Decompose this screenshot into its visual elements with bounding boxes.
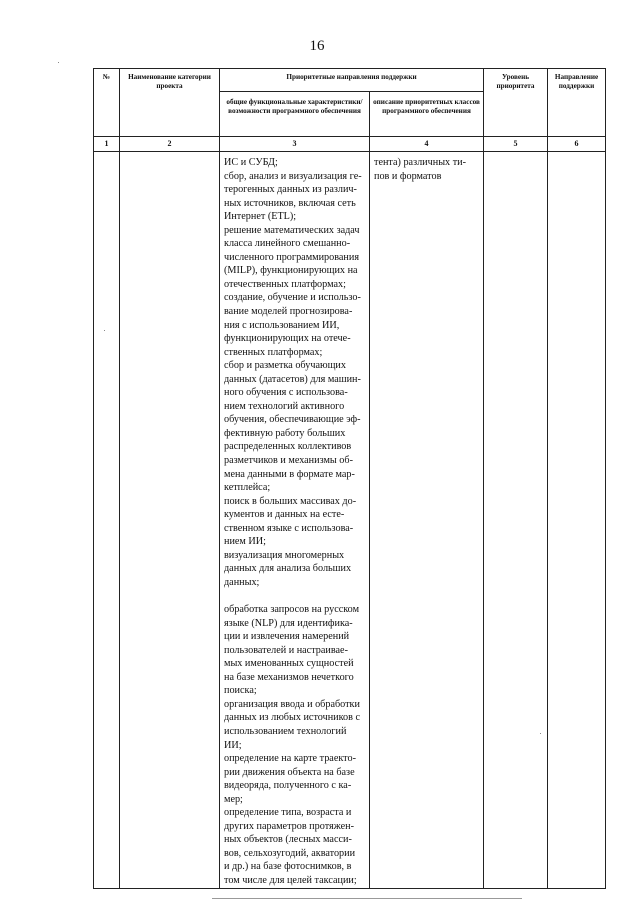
header-priority-level: Уровень приоритета	[484, 69, 548, 137]
col3-line: ИС и СУБД;	[224, 157, 278, 168]
col3-line: ственных платформах;	[224, 346, 323, 358]
scan-speck	[104, 330, 105, 331]
col3-line: функционирующих на отече-	[224, 333, 351, 345]
column-number-1: 1	[94, 137, 120, 152]
header-number: №	[94, 69, 120, 137]
functional-characteristics-text	[220, 152, 369, 888]
col3-line: ственном языке с использова-	[224, 522, 354, 534]
col3-line: языке (NLP) для идентифика-	[224, 617, 353, 629]
col3-line: ции и извлечения намерений	[224, 631, 350, 643]
col3-line: ных источников, включая сеть	[224, 197, 356, 209]
col3-line: данных из любых источников с	[224, 712, 361, 724]
col4-line: пов и форматов	[374, 170, 442, 182]
col3-line: мена данными в формате мар-	[224, 468, 355, 480]
col3-line: ИИ;	[224, 739, 242, 751]
col3-line: обработка запросов на русском	[224, 604, 360, 616]
cell-software-classes	[370, 152, 484, 889]
col3-line: разметчиков и механизмы об-	[224, 455, 353, 467]
col3-line: ного обучения с использова-	[224, 387, 348, 399]
column-number-2: 2	[120, 137, 220, 152]
cell-priority-level	[484, 152, 548, 889]
column-number-3: 3	[220, 137, 370, 152]
col3-line: мер;	[224, 793, 243, 805]
col3-line: вов, сельхозугодий, акватории	[224, 847, 356, 859]
col3-line: численного программирования	[224, 251, 360, 263]
col3-line: решение математических задач	[224, 224, 360, 236]
column-number-6: 6	[548, 137, 606, 152]
col3-line: данных (датасетов) для машин-	[224, 373, 361, 385]
col3-line: нием технологий активного	[224, 400, 345, 412]
col3-line: отечественных платформах;	[224, 278, 346, 290]
cell-functional-characteristics	[220, 152, 370, 889]
page-number: 16	[309, 38, 325, 54]
col3-line: поиск в больших массивах до-	[224, 495, 357, 507]
header-software-classes: описание приоритетных классов программного обеспечения	[370, 92, 484, 137]
software-classes-text	[370, 152, 483, 183]
cell-support-direction	[548, 152, 606, 889]
col3-line: кументов и данных на есте-	[224, 509, 345, 521]
col3-line: класса линейного смешанно-	[224, 238, 351, 250]
col3-line: определение на карте траекто-	[224, 753, 356, 765]
col3-line	[224, 590, 366, 604]
col3-line: организация ввода и обработки	[224, 698, 360, 710]
header-functional-characteristics: общие функциональные характеристики/ возможности программного обеспечения	[220, 92, 370, 137]
header-support-direction: Направление поддержки	[548, 69, 606, 137]
col3-line: рии движения объекта на базе	[224, 766, 355, 778]
col3-line: обучения, обеспечивающие эф-	[224, 414, 361, 426]
col3-line: сбор и разметка обучающих	[224, 360, 346, 372]
header-priority-directions: Приоритетные направления поддержки	[220, 69, 484, 92]
col4-line: тента) различных ти-	[374, 157, 466, 168]
column-number-4: 4	[370, 137, 484, 152]
scan-speck	[58, 62, 59, 63]
col3-line: распределенных коллективов	[224, 441, 352, 453]
col3-line: кетплейса;	[224, 482, 271, 494]
col3-line: визуализация многомерных	[224, 549, 345, 561]
col3-line: ных объектов (лесных масси-	[224, 834, 352, 846]
col3-line: ния с использованием ИИ,	[224, 319, 340, 331]
col3-line: том числе для целей таксации;	[224, 874, 357, 886]
col3-line: и др.) на базе фотоснимков, в	[224, 861, 352, 873]
col3-line: пользователей и настраивае-	[224, 644, 348, 656]
col3-line: других параметров протяжен-	[224, 820, 354, 832]
col3-line: фективную работу больших	[224, 427, 346, 439]
col3-line: Интернет (ETL);	[224, 211, 297, 223]
col3-line: терогенных данных из различ-	[224, 184, 357, 196]
col3-line: на базе механизмов нечеткого	[224, 671, 354, 683]
col3-line: поиска;	[224, 685, 257, 697]
col3-line: (MILP), функционирующих на	[224, 265, 358, 277]
col3-line: использованием технологий	[224, 725, 347, 737]
column-number-5: 5	[484, 137, 548, 152]
col3-line: создание, обучение и использо-	[224, 292, 361, 304]
col3-line: вание моделей прогнозирова-	[224, 306, 353, 318]
header-project-category: Наименование категории проекта	[120, 69, 220, 137]
col3-line: определение типа, возраста и	[224, 807, 352, 819]
scan-speck	[540, 733, 541, 734]
col3-line: данных для анализа больших	[224, 563, 352, 575]
col3-line: сбор, анализ и визуализация ге-	[224, 170, 362, 182]
support-directions-table	[93, 68, 606, 889]
bottom-rule	[212, 898, 522, 899]
cell-number	[94, 152, 120, 889]
cell-project-category	[120, 152, 220, 889]
col3-line: видеоряда, полученного с ка-	[224, 780, 352, 792]
col3-line: нием ИИ;	[224, 536, 266, 548]
col3-line: мых именованных сущностей	[224, 658, 354, 670]
col3-line: данных;	[224, 576, 260, 588]
